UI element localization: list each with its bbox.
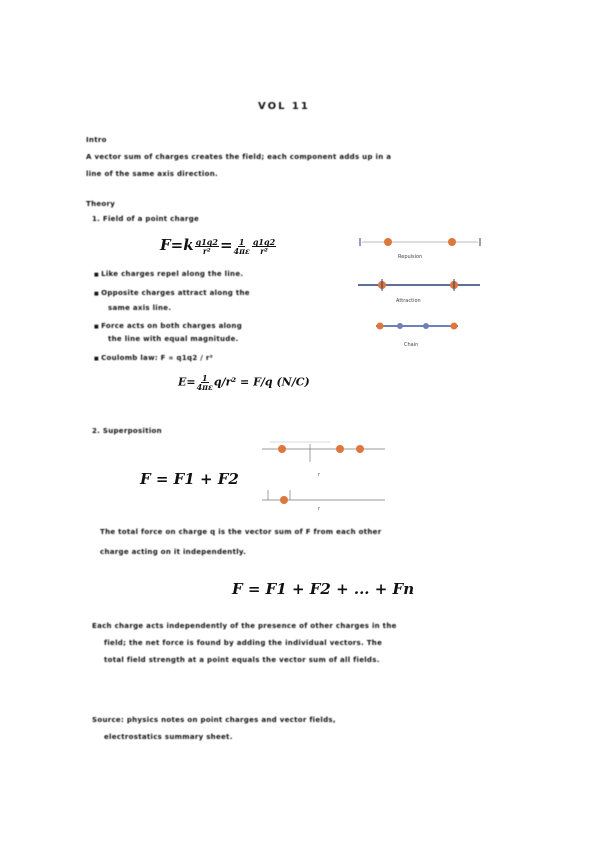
- footer-line-1: Source: physics notes on point charges and vector fields,: [92, 716, 336, 724]
- intro-line-2: line of the same axis direction.: [86, 170, 218, 178]
- intro-line-1: A vector sum of charges creates the field; each component adds up in a: [86, 153, 392, 161]
- footer-line-2: electrostatics summary sheet.: [104, 733, 233, 741]
- charge-dot: [278, 445, 286, 453]
- theory-subheading: 1. Field of a point charge: [92, 215, 200, 223]
- note-line-1: Each charge acts independently of the presence of other charges in the: [92, 622, 397, 630]
- bullet-1: ■ Like charges repel along the line.: [94, 270, 243, 280]
- sum-formula: F = F1 + F2 + ... + Fn: [232, 580, 415, 598]
- repulsion-figure: [360, 238, 480, 260]
- superposition-heading: 2. Superposition: [92, 427, 162, 435]
- charge-dot: [451, 323, 458, 330]
- charge-dot: [356, 445, 364, 453]
- note-line-2: field; the net force is found by adding the individual vectors. The: [104, 639, 383, 647]
- superposition-para-2: charge acting on it independently.: [100, 548, 247, 556]
- fig-label-top: r: [318, 472, 321, 478]
- charge-dot: [397, 323, 403, 329]
- bullet-2: ■ Opposite charges attract along the: [94, 289, 250, 299]
- bullet-2-cont: same axis line.: [108, 304, 172, 312]
- charge-dot: [336, 445, 344, 453]
- charge-dot: [448, 238, 456, 246]
- intro-heading: Intro: [86, 136, 107, 144]
- superposition-formula: F = F1 + F2: [140, 470, 239, 488]
- bullet-3: ■ Force acts on both charges along: [94, 322, 242, 332]
- charge-figures: [350, 230, 490, 355]
- fig3-label: Chain: [404, 342, 419, 348]
- attraction-figure: [358, 279, 480, 304]
- fig1-label: Repulsion: [398, 254, 423, 260]
- charge-dot: [384, 238, 392, 246]
- theory-heading: Theory: [86, 200, 116, 208]
- bullet-3-cont: the line with equal magnitude.: [108, 335, 239, 343]
- note-line-3: total field strength at a point equals the vector sum of all fields.: [104, 656, 380, 664]
- charge-dot: [280, 496, 288, 504]
- bullet-4: ■ Coulomb law: F ∝ q1q2 / r²: [94, 354, 213, 364]
- field-formula: E= $\frac{1}{4\pi\varepsilon}$ q/r² = F/q (N/C): [178, 373, 310, 392]
- page-title: VOL 11: [258, 101, 310, 112]
- superposition-figure: [260, 432, 390, 512]
- charge-dot: [423, 323, 429, 329]
- coulomb-formula: F=k $\frac{q1q2}{\text{r²}}$ = $\frac{1}{4\pi\varepsilon}$ $\frac{q1q2}{\text{r²}}$: [160, 236, 276, 256]
- chain-figure: [376, 323, 458, 349]
- superposition-para-1: The total force on charge q is the vector sum of F from each other: [100, 528, 382, 536]
- fig-label-bottom: r: [318, 506, 321, 512]
- charge-dot: [377, 323, 384, 330]
- fig2-label: Attraction: [396, 298, 421, 304]
